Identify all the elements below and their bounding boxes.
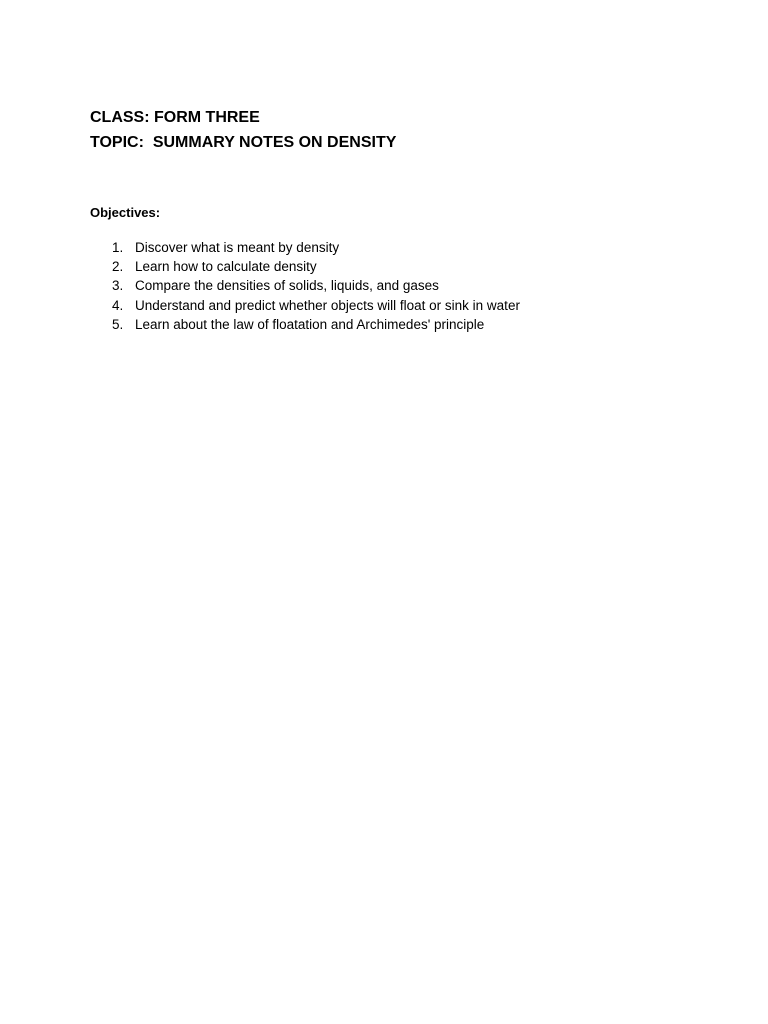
list-item-number: 3. xyxy=(112,278,124,294)
list-item xyxy=(90,315,520,334)
list-item-text: Learn about the law of floatation and Archimedes' principle xyxy=(135,316,485,332)
list-item-number: 2. xyxy=(112,259,124,275)
topic-heading: TOPIC: SUMMARY NOTES ON DENSITY xyxy=(90,134,397,151)
list-item-text: Understand and predict whether objects will float or sink in water xyxy=(135,297,520,313)
list-item-number: 4. xyxy=(112,297,124,313)
list-item-text: Learn how to calculate density xyxy=(135,259,317,275)
list-item xyxy=(90,276,520,295)
list-item-number: 5. xyxy=(112,316,124,332)
objectives-list xyxy=(90,238,520,334)
list-item xyxy=(90,238,520,257)
objectives-heading: Objectives: xyxy=(90,205,161,220)
list-item-text: Discover what is meant by density xyxy=(135,240,340,255)
class-heading: CLASS: FORM THREE xyxy=(90,109,260,126)
list-item-number: 1. xyxy=(112,240,124,255)
list-item xyxy=(90,257,520,276)
list-item xyxy=(90,296,520,315)
list-item-text: Compare the densities of solids, liquids, and gases xyxy=(135,278,439,294)
